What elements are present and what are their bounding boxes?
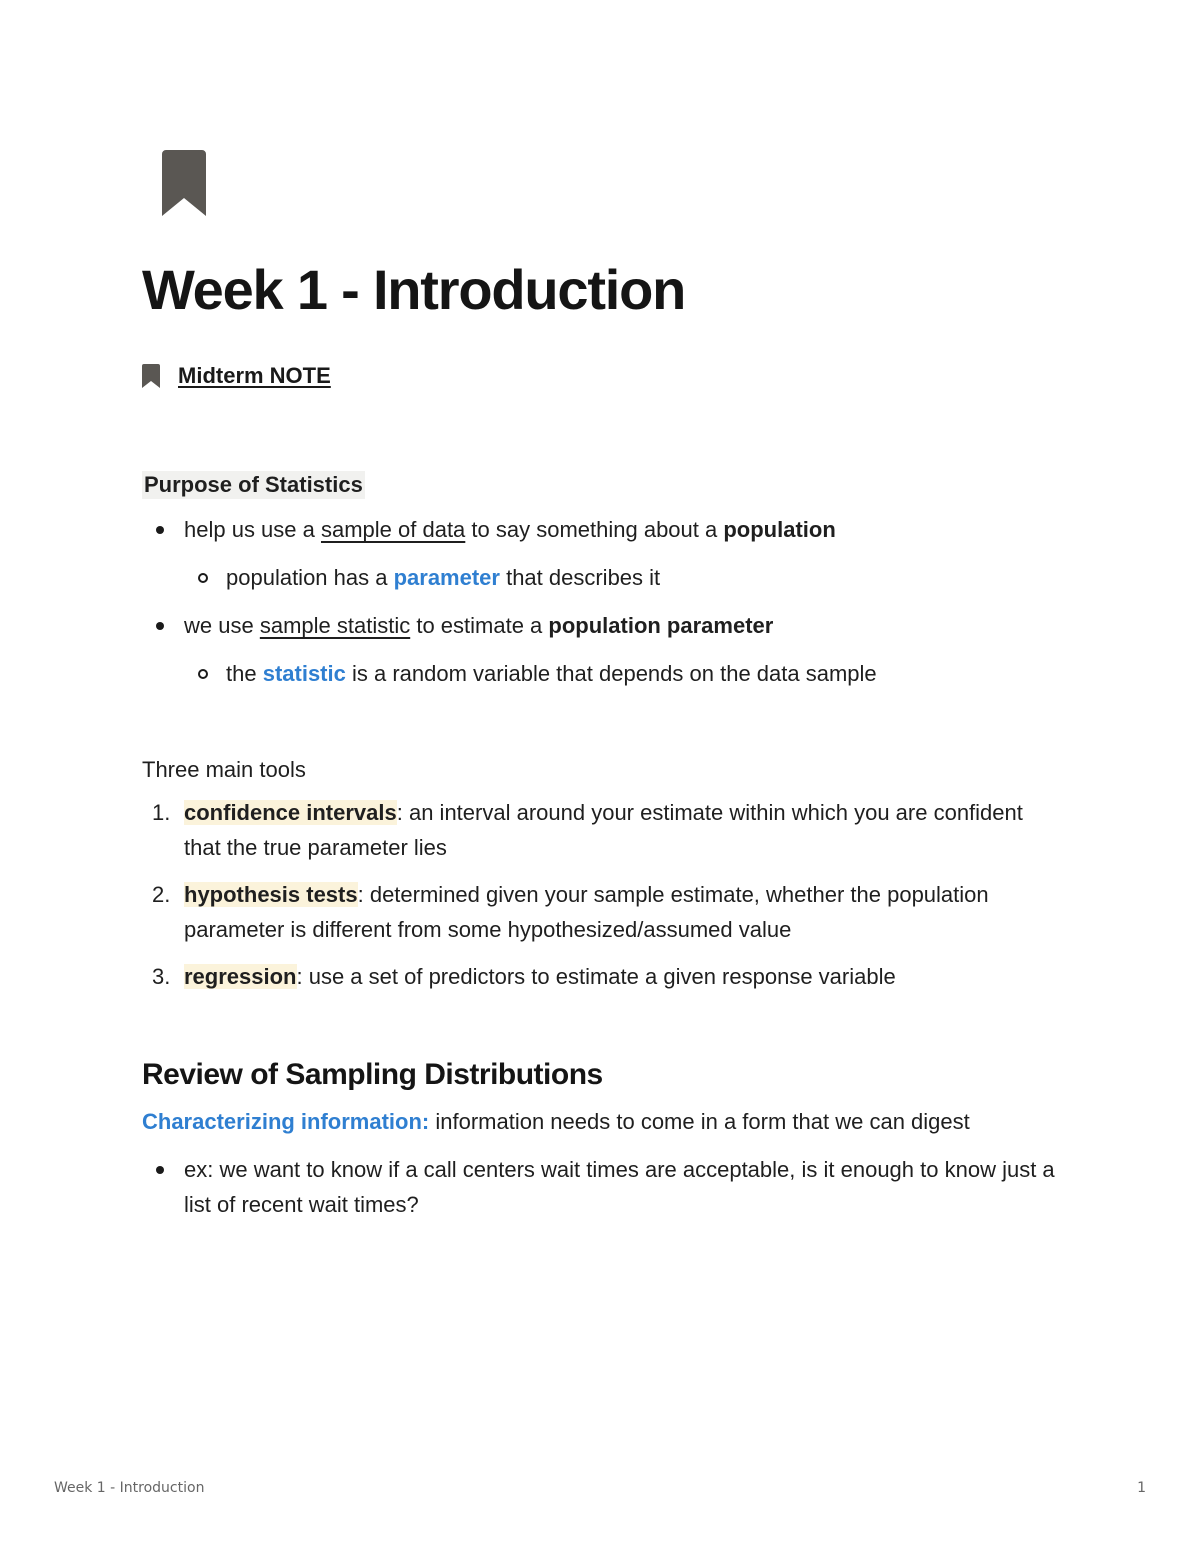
text: ex: we want to know if a call centers wait times are acceptable, is it enough to know just a list of recent wait times? <box>184 1157 1055 1218</box>
text: to estimate a <box>410 613 549 639</box>
bullet-ring <box>198 669 208 679</box>
page-title: Week 1 - Introduction <box>142 258 686 321</box>
text: population has a <box>226 565 394 591</box>
review-list <box>142 1152 1062 1222</box>
blue-text: Characterizing information: <box>142 1109 430 1135</box>
list-item <box>142 512 1062 547</box>
text: that describes it <box>499 565 661 591</box>
midterm-note-link-label[interactable]: Midterm NOTE <box>178 363 331 389</box>
list-item <box>142 959 1062 994</box>
page-footer <box>54 1480 1146 1496</box>
underlined-text: sample of data <box>320 517 466 543</box>
review-heading: Review of Sampling Distributions <box>142 1058 603 1092</box>
page-number: 1 <box>1137 1480 1146 1496</box>
purpose-list <box>142 512 1062 691</box>
bullet-dot <box>156 1166 164 1174</box>
bullet-dot <box>156 526 164 534</box>
text: is a random variable that depends on the data sample <box>345 661 877 687</box>
list-item <box>142 608 1062 643</box>
list-item <box>142 656 1062 691</box>
bullet-ring <box>198 573 208 583</box>
bookmark-icon <box>142 364 160 388</box>
underlined-text: sample statistic <box>259 613 411 639</box>
page-content <box>142 150 1062 1222</box>
tools-heading: Three main tools <box>142 757 306 783</box>
text: the <box>226 661 263 687</box>
text: : use a set of predictors to estimate a given response variable <box>296 964 896 990</box>
text: we use <box>184 613 260 639</box>
list-item <box>142 795 1062 865</box>
purpose-heading: Purpose of Statistics <box>144 472 363 498</box>
list-item <box>142 1152 1062 1222</box>
list-item <box>142 560 1062 595</box>
review-paragraph <box>142 1104 1062 1139</box>
blue-text: parameter <box>393 565 500 591</box>
text: information needs to come in a form that we can digest <box>429 1109 970 1135</box>
text: : an interval around your estimate within which you are confident that the true parameter lies <box>184 800 1023 861</box>
list-number: 1. <box>152 800 171 826</box>
blue-text: statistic <box>262 661 346 687</box>
list-item <box>142 877 1062 947</box>
bold-text: population parameter <box>548 613 774 639</box>
bookmark-icon <box>162 150 206 216</box>
bold-text: population <box>723 517 836 543</box>
bullet-dot <box>156 622 164 630</box>
highlighted-term: confidence intervals <box>184 800 397 826</box>
highlighted-term: regression <box>184 964 297 990</box>
midterm-note-link[interactable] <box>142 363 1062 389</box>
highlighted-term: hypothesis tests <box>184 882 358 908</box>
list-number: 3. <box>152 964 171 990</box>
list-number: 2. <box>152 882 171 908</box>
footer-title: Week 1 - Introduction <box>54 1480 205 1496</box>
text: : determined given your sample estimate, whether the population parameter is different from some hypothesized/assumed value <box>184 882 989 943</box>
tools-list <box>142 795 1062 994</box>
text: to say something about a <box>465 517 724 543</box>
text: help us use a <box>184 517 321 543</box>
